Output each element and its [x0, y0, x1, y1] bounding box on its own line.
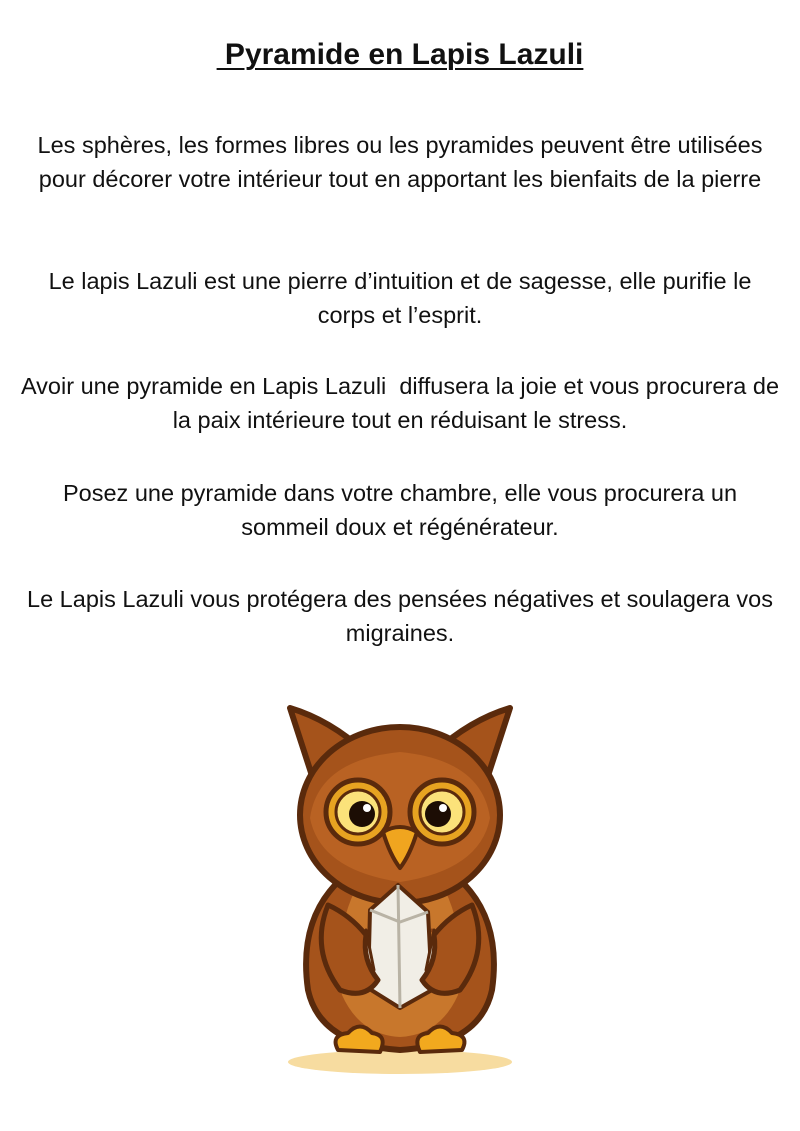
owl-illustration	[270, 690, 530, 1090]
paragraph-protection: Le Lapis Lazuli vous protégera des pensées négatives et soulagera vos migraines.	[27, 586, 780, 646]
left-eye	[326, 780, 390, 844]
paragraph-intuition: Le lapis Lazuli est une pierre d’intuition et de sagesse, elle purifie le corps et l’esprit.	[48, 268, 758, 328]
ground-shadow	[288, 1050, 512, 1074]
paragraph-decoration: Les sphères, les formes libres ou les pyramides peuvent être utilisées pour décorer votre intérieur tout en apportant les bienfaits de la pierre	[37, 132, 769, 192]
right-eye	[410, 780, 474, 844]
page-title: Pyramide en Lapis Lazuli	[216, 38, 584, 71]
paragraph-joy: Avoir une pyramide en Lapis Lazuli diffusera la joie et vous procurera de la paix intérieure tout en réduisant le stress.	[20, 373, 786, 433]
paragraph-sleep: Posez une pyramide dans votre chambre, elle vous procurera un sommeil doux et régénérateur.	[62, 480, 744, 540]
